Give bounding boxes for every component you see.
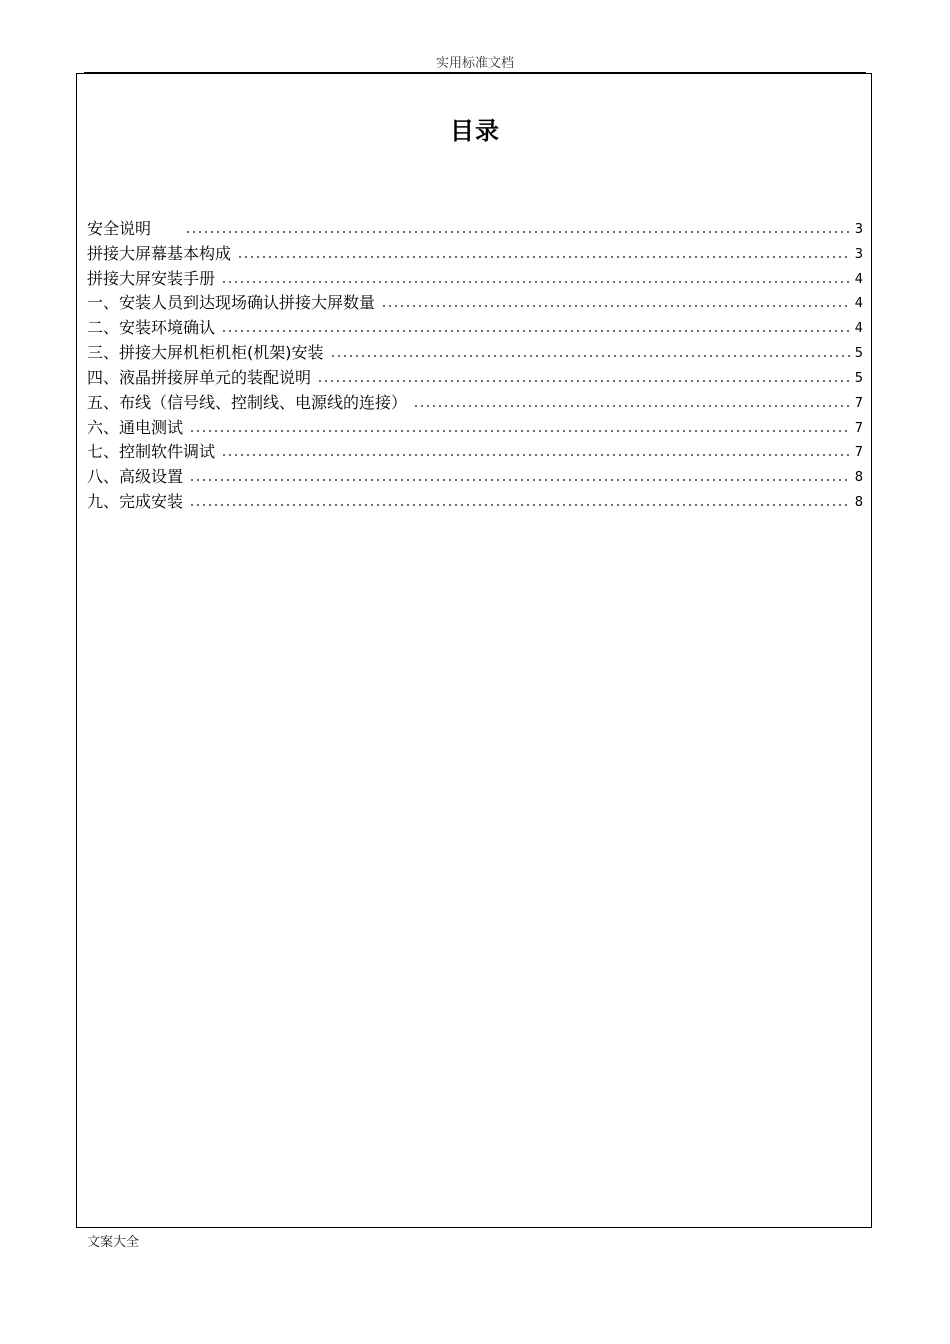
toc-dot-leader: [237, 253, 851, 261]
toc-entry[interactable]: [87, 413, 863, 438]
toc-entry-label: 二、安装环境确认: [87, 318, 216, 338]
toc-page-number: 8: [854, 495, 863, 511]
toc-dot-leader: [317, 377, 851, 385]
toc-dot-leader: [189, 476, 851, 484]
toc-dot-leader: [221, 451, 851, 459]
toc-entry[interactable]: [87, 363, 863, 388]
toc-page-number: 7: [854, 395, 863, 411]
toc-dot-leader: [189, 501, 851, 509]
toc-entry-label: 八、高级设置: [87, 467, 184, 487]
toc-entry-label: 拼接大屏幕基本构成: [87, 243, 232, 263]
toc-entry[interactable]: [87, 388, 863, 413]
toc-page-number: 8: [854, 470, 863, 486]
toc-entry-label: 拼接大屏安装手册: [87, 268, 216, 288]
toc-entry-label: 安全说明: [87, 218, 152, 238]
toc-dot-leader: [221, 278, 851, 286]
toc-entry[interactable]: [87, 289, 863, 314]
toc-dot-leader: [189, 427, 851, 435]
toc-page-number: 4: [854, 321, 863, 337]
toc-page-number: 3: [854, 246, 863, 262]
toc-entry[interactable]: [87, 438, 863, 463]
toc-entry-label: 三、拼接大屏机柜机柜(机架)安装: [87, 343, 324, 363]
toc-entry-label: 一、安装人员到达现场确认拼接大屏数量: [87, 293, 376, 313]
toc-page-number: 7: [854, 420, 863, 436]
toc-page-number: 4: [854, 271, 863, 287]
toc-entry-label: 五、布线（信号线、控制线、电源线的连接）: [87, 392, 408, 412]
toc-entry[interactable]: [87, 487, 863, 512]
toc-page-number: 7: [854, 445, 863, 461]
toc-page-number: 5: [854, 346, 863, 362]
toc-page-number: 5: [854, 370, 863, 386]
toc-title: 目录: [450, 117, 500, 145]
toc-entry[interactable]: [87, 338, 863, 363]
toc-list: [87, 214, 863, 512]
toc-entry[interactable]: [87, 313, 863, 338]
toc-dot-leader: [185, 228, 851, 236]
toc-entry[interactable]: [87, 264, 863, 289]
toc-dot-leader: [381, 302, 851, 310]
toc-entry[interactable]: [87, 239, 863, 264]
toc-page-number: 3: [854, 221, 863, 237]
toc-dot-leader: [221, 327, 851, 335]
toc-entry[interactable]: [87, 462, 863, 487]
toc-page-number: 4: [854, 296, 863, 312]
toc-entry-label: 七、控制软件调试: [87, 442, 216, 462]
toc-entry[interactable]: [87, 214, 863, 239]
toc-entry-label: 四、液晶拼接屏单元的装配说明: [87, 367, 312, 387]
running-footer: 文案大全: [87, 1235, 140, 1250]
toc-entry-label: 九、完成安装: [87, 492, 184, 512]
toc-entry-label: 六、通电测试: [87, 417, 184, 437]
running-header: 实用标准文档: [435, 56, 514, 71]
toc-dot-leader: [330, 352, 851, 360]
toc-dot-leader: [413, 402, 851, 410]
